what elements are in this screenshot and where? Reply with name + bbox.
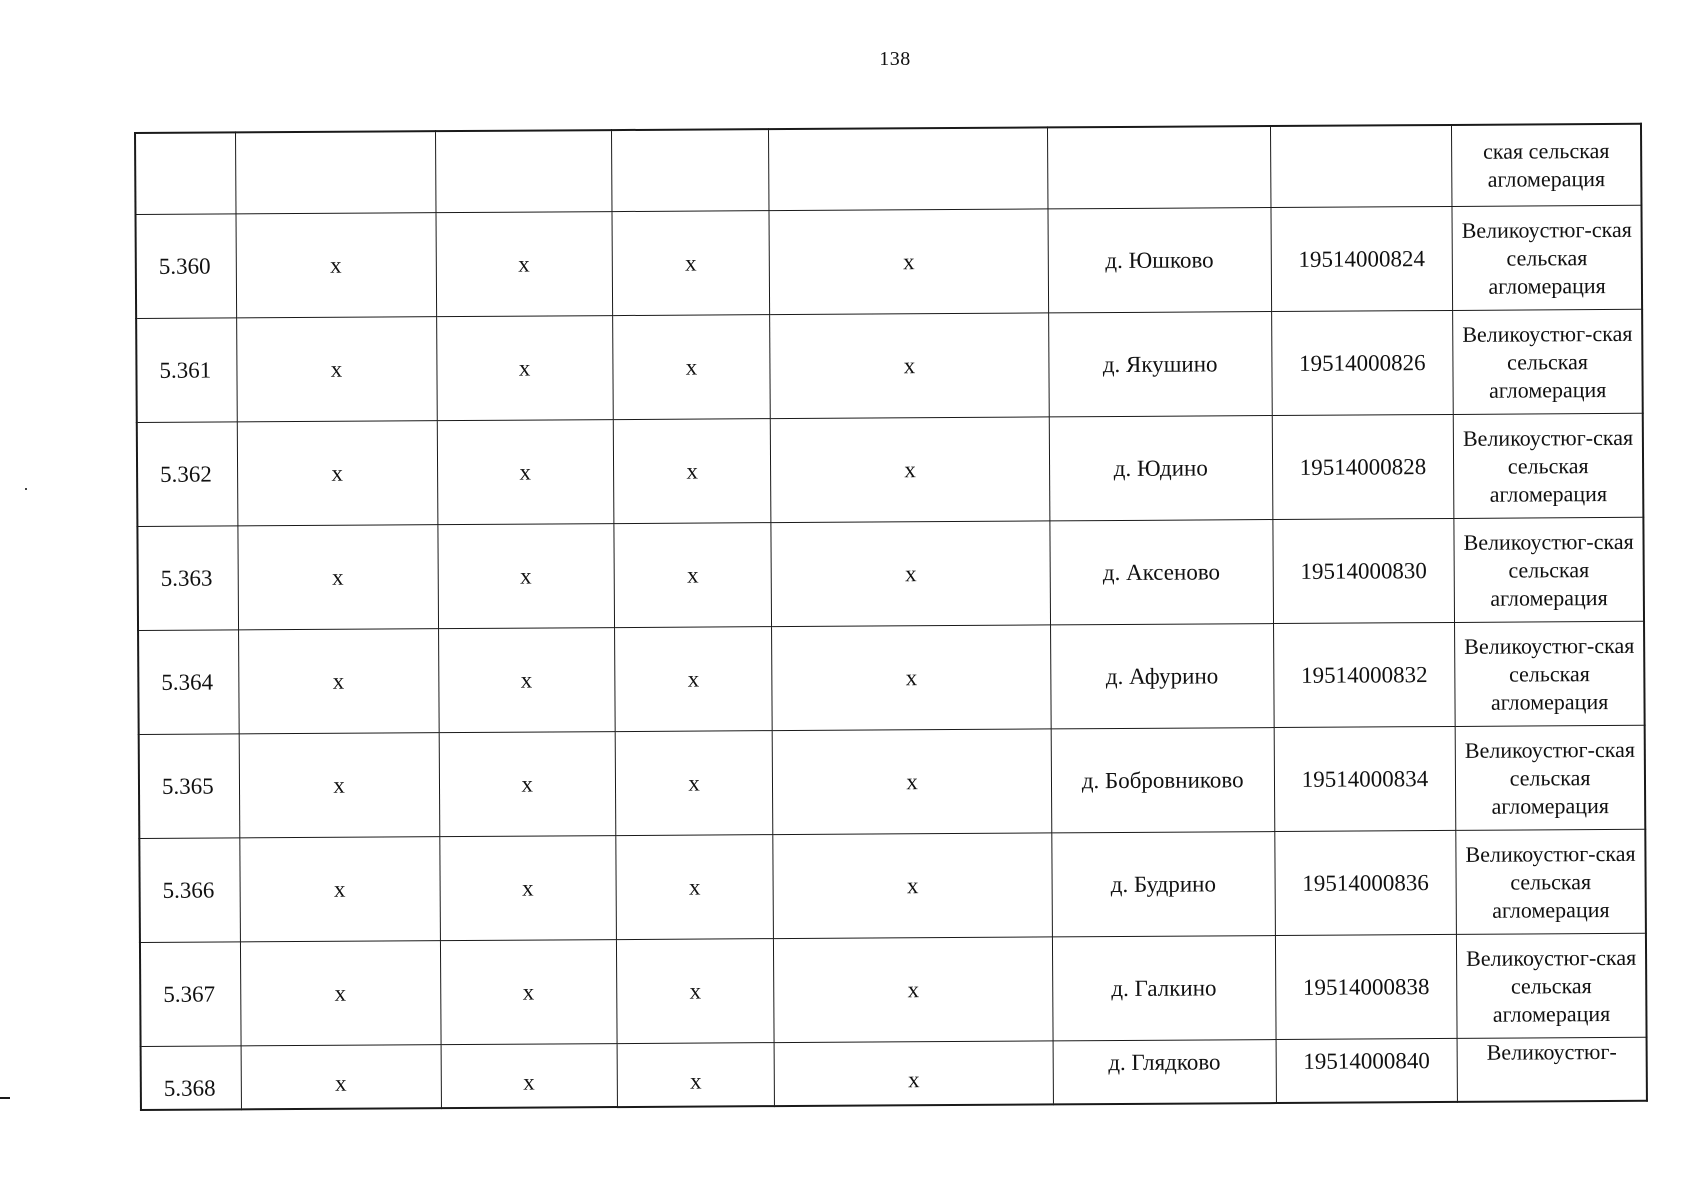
table-row (139, 829, 1646, 942)
cell-settlement-name: д. Аксеново (1050, 520, 1274, 625)
cell-mark: х (437, 524, 614, 629)
cell-mark: х (237, 421, 438, 526)
cell-agglomeration: Великоустюг-ская сельская агломерация (1454, 517, 1644, 622)
cell-agglomeration: Великоустюг-ская сельская агломерация (1457, 933, 1647, 1038)
cell-oktmo-code: 19514000836 (1274, 830, 1456, 935)
cell-settlement-name: д. Афурино (1050, 624, 1274, 729)
cell-settlement-name: д. Галкино (1052, 936, 1276, 1041)
cell-row-number: 5.361 (136, 318, 237, 423)
cell-mark: х (612, 211, 770, 316)
scan-speck (25, 488, 27, 490)
cell-mark: х (615, 731, 773, 836)
cell-oktmo-code: 19514000838 (1275, 934, 1457, 1039)
cell-oktmo-code: 19514000826 (1271, 310, 1453, 415)
cell-mark: х (240, 941, 441, 1046)
cell-mark: х (440, 940, 617, 1045)
cell-mark: х (614, 523, 772, 628)
cell-mark: х (616, 835, 774, 940)
cell-agglomeration: Великоустюг-ская сельская агломерация (1455, 621, 1645, 726)
cell-agglomeration: Великоустюг-ская сельская агломерация (1453, 413, 1643, 518)
cell-mark: х (236, 213, 437, 318)
cell-mark: х (239, 837, 440, 942)
cell-mark: х (617, 1043, 775, 1107)
cell-empty (1270, 125, 1452, 208)
cell-empty (235, 131, 436, 214)
cell-mark: х (771, 521, 1050, 627)
cell-mark: х (774, 1041, 1053, 1106)
cell-empty (611, 129, 769, 211)
cell-row-number: 5.360 (136, 214, 237, 319)
cell-mark: х (436, 316, 613, 421)
cell-settlement-name: д. Юшково (1048, 208, 1272, 313)
cell-settlement-name: д. Бобровниково (1051, 728, 1275, 833)
cell-mark: х (237, 525, 438, 630)
cell-agglomeration: Великоустюг- (1457, 1037, 1647, 1102)
cell-settlement-name: д. Якушино (1048, 312, 1272, 417)
cell-settlement-name: д. Будрино (1052, 832, 1276, 937)
cell-mark: х (613, 419, 771, 524)
table-row (139, 725, 1646, 838)
cell-mark: х (616, 939, 774, 1044)
cell-oktmo-code: 19514000824 (1271, 206, 1453, 311)
cell-row-number: 5.367 (140, 942, 241, 1047)
cell-empty (769, 127, 1048, 210)
table-row-continuation (135, 124, 1641, 215)
margin-tick-mark (0, 1097, 10, 1099)
cell-mark: х (614, 627, 772, 732)
cell-mark: х (236, 317, 437, 422)
cell-mark: х (238, 629, 439, 734)
cell-row-number: 5.366 (139, 838, 240, 943)
cell-settlement-name: д. Юдино (1049, 416, 1273, 521)
table-row (136, 205, 1643, 318)
cell-oktmo-code: 19514000828 (1272, 414, 1454, 519)
cell-mark: х (770, 313, 1049, 419)
cell-mark: х (769, 209, 1048, 315)
cell-row-number: 5.368 (141, 1046, 241, 1110)
cell-empty (1047, 126, 1270, 209)
cell-agglomeration: Великоустюг-ская сельская агломерация (1456, 829, 1646, 934)
cell-row-number: 5.363 (137, 526, 238, 631)
cell-agglomeration: Великоустюг-ская сельская агломерация (1452, 205, 1642, 310)
cell-agglomeration: Великоустюг-ская сельская агломерация (1453, 309, 1643, 414)
table-row (137, 413, 1644, 526)
cell-oktmo-code: 19514000834 (1274, 726, 1456, 831)
cell-mark: х (436, 212, 613, 317)
cell-mark: х (773, 833, 1052, 939)
table-row (141, 1037, 1647, 1110)
cell-mark: х (438, 628, 615, 733)
cell-mark: х (239, 733, 440, 838)
cell-row-number: 5.364 (138, 630, 239, 735)
settlements-table (134, 123, 1648, 1111)
page-number: 138 (879, 48, 911, 70)
cell-empty (435, 130, 612, 213)
cell-mark: х (772, 625, 1051, 731)
cell-agglomeration: Великоустюг-ская сельская агломерация (1455, 725, 1645, 830)
cell-mark: х (774, 937, 1053, 1043)
cell-oktmo-code: 19514000832 (1273, 622, 1455, 727)
cell-row-number: 5.362 (137, 422, 238, 527)
cell-row-number: 5.365 (139, 734, 240, 839)
cell-mark: х (437, 420, 614, 525)
cell-mark: х (441, 1044, 618, 1109)
cell-mark: х (612, 315, 770, 420)
cell-agglomeration-fragment: ская сельская агломерация (1452, 124, 1642, 207)
cell-mark: х (241, 1045, 441, 1110)
table-row (136, 309, 1643, 422)
table-row (137, 517, 1644, 630)
table-row (140, 933, 1647, 1046)
table-row (138, 621, 1645, 734)
cell-empty (135, 132, 236, 214)
table-container (134, 123, 1648, 1111)
cell-oktmo-code: 19514000830 (1273, 518, 1455, 623)
cell-oktmo-code: 19514000840 (1276, 1038, 1458, 1103)
cell-mark: х (773, 729, 1052, 835)
cell-mark: х (771, 417, 1050, 523)
cell-mark: х (439, 836, 616, 941)
cell-settlement-name: д. Глядково (1053, 1040, 1276, 1105)
table-body (135, 124, 1647, 1110)
cell-mark: х (439, 732, 616, 837)
